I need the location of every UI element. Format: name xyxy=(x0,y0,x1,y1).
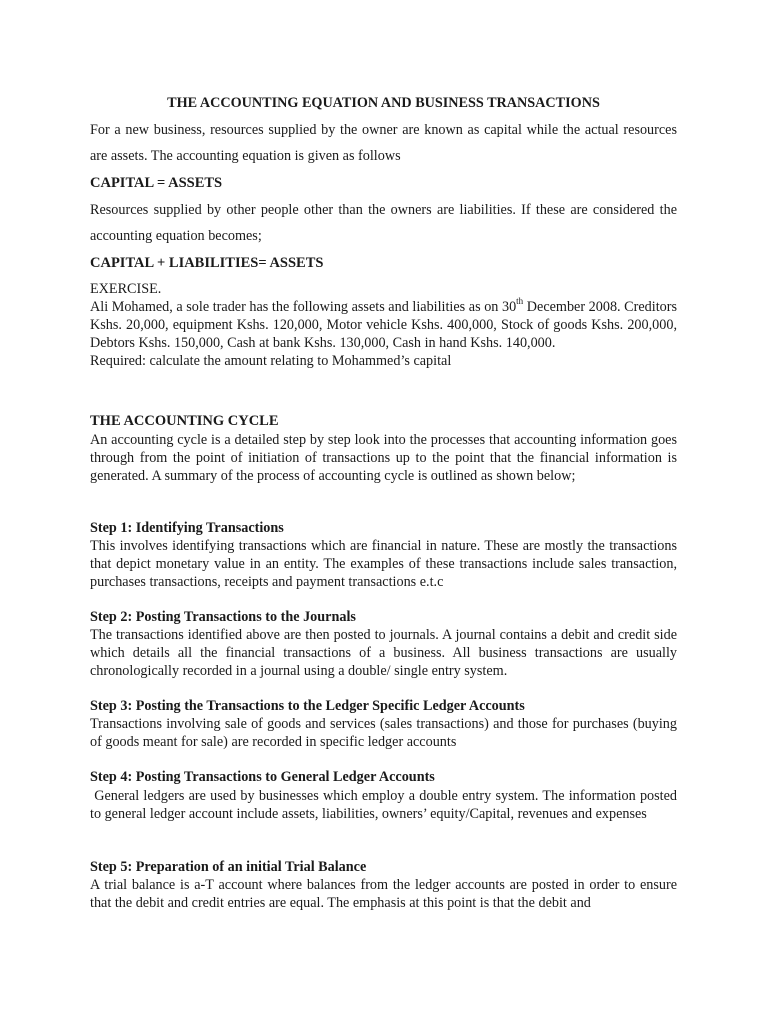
exercise-heading: EXERCISE. xyxy=(90,281,162,297)
step-1-text: This involves identifying transactions which are financial in nature. These are mostly the transactions that depict monetary value in an entity. The examples of these transactions include sales transaction, purchases transactions, receipts and payment transactions e.t.c xyxy=(90,538,677,590)
exercise-required: Required: calculate the amount relating to Mohammed’s capital xyxy=(90,353,452,369)
exercise-block xyxy=(90,280,677,370)
step-5-heading: Step 5: Preparation of an initial Trial Balance xyxy=(90,859,367,875)
exercise-text-part-2: December 2008. Creditors Kshs. 20,000, equipment Kshs. 120,000, Motor vehicle Kshs. 400,000, Stock of goods Kshs. 200,000, Debtors Kshs. 150,000, Cash at bank Kshs. 130,000, Cash in hand Kshs. 140,000. xyxy=(90,299,677,351)
equation-capital-assets: CAPITAL = ASSETS xyxy=(90,175,223,191)
exercise-text-part-1: Ali Mohamed, a sole trader has the following assets and liabilities as on 30 xyxy=(90,299,517,315)
exercise-text-superscript: th xyxy=(516,296,524,307)
document-title: THE ACCOUNTING EQUATION AND BUSINESS TRANSACTIONS xyxy=(167,95,600,111)
exercise-text xyxy=(90,298,677,352)
step-2-text: The transactions identified above are then posted to journals. A journal contains a debit and credit side which details all the financial transactions of a business. All business transactions are usually chronologically recorded in a journal using a double/ single entry system. xyxy=(90,627,677,679)
step-1-heading: Step 1: Identifying Transactions xyxy=(90,520,284,536)
cycle-text: An accounting cycle is a detailed step by step look into the processes that accounting information goes through from the point of initiation of transactions up to the point that the financial information is generated. A summary of the process of accounting cycle is outlined as shown below; xyxy=(90,432,677,484)
step-3-text: Transactions involving sale of goods and services (sales transactions) and those for purchases (buying of goods meant for sale) are recorded in specific ledger accounts xyxy=(90,716,677,750)
equation-capital-liabilities-assets: CAPITAL + LIABILITIES= ASSETS xyxy=(90,255,324,271)
step-3-heading: Step 3: Posting the Transactions to the Ledger Specific Ledger Accounts xyxy=(90,698,525,714)
cycle-heading: THE ACCOUNTING CYCLE xyxy=(90,413,279,429)
step-4-heading: Step 4: Posting Transactions to General Ledger Accounts xyxy=(90,769,435,785)
intro-paragraph-1: For a new business, resources supplied by the owner are known as capital while the actual resources are assets. The accounting equation is given as follows xyxy=(90,122,677,164)
intro-paragraph-2: Resources supplied by other people other than the owners are liabilities. If these are considered the accounting equation becomes; xyxy=(90,202,677,244)
step-4-text: General ledgers are used by businesses which employ a double entry system. The information posted to general ledger account include assets, liabilities, owners’ equity/Capital, revenues and expenses xyxy=(90,788,681,822)
step-5-text: A trial balance is a-T account where balances from the ledger accounts are posted in order to ensure that the debit and credit entries are equal. The emphasis at this point is that the debit and xyxy=(90,877,677,911)
step-2-heading: Step 2: Posting Transactions to the Journals xyxy=(90,609,356,625)
